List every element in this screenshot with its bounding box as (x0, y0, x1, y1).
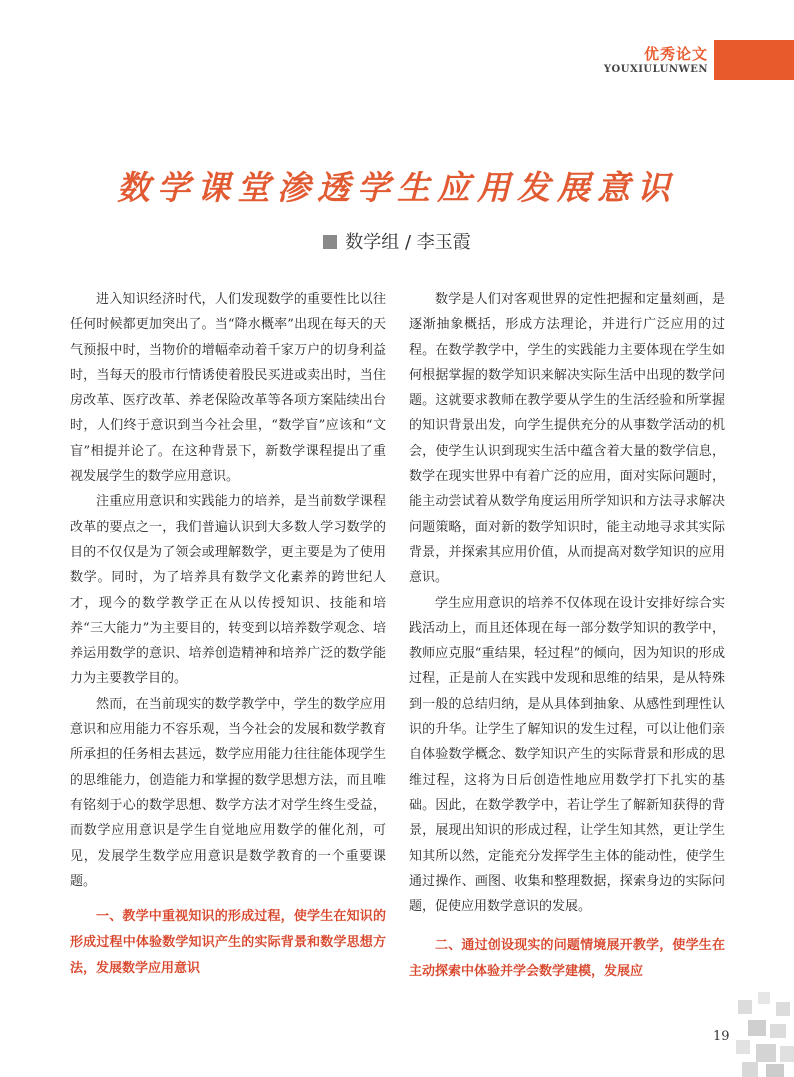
decorative-block (738, 1000, 752, 1014)
byline (0, 228, 794, 254)
decorative-block (780, 1046, 794, 1062)
paragraph: 进入知识经济时代，人们发现数学的重要性比以往任何时候都更加突出了。当“降水概率”出现在每天的天气预报中时，当物价的增幅牵动着千家万户的切身利益时，当每天的股市行情诱使着股民买进或卖出时，当住房改革、医疗改革、养老保险改革等各项方案陆续出台时，人们终于意识到当今社会里，“数学盲”应该和“文盲”相提并论了。在这种背景下，新数学课程提出了重视发展学生的数学应用意识。 (70, 292, 386, 485)
decorative-block (748, 1020, 766, 1036)
section-title-cn: 优秀论文 (643, 45, 708, 63)
decorative-block (742, 1062, 758, 1077)
page-number: 19 (713, 1029, 730, 1044)
section-heading-1: 一、教学中重视知识的形成过程，使学生在知识的形成过程中体验数学知识产生的实际背景和数学思想方法，发展数学应用意识 (70, 909, 386, 977)
paragraph: 学生应用意识的培养不仅体现在设计安排好综合实践活动上，而且还体现在每一部分数学知识的教学中，教师应克服“重结果，轻过程”的倾向，因为知识的形成过程，正是前人在实践中发现和思维的结果，是从特殊到一般的总结归纳，是从具体到抽象、从感性到理性认识的升华。让学生了解知识的发生过程，可以让他们亲自体验数学概念、数学知识产生的实际背景和形成的思维过程，这将为日后创造性地应用数学打下扎实的基础。因此，在数学教学中，若让学生了解新知获得的背景，展现出知识的形成过程，让学生知其然，更让学生知其所以然，定能充分发挥学生主体的能动性，使学生通过操作、画图、收集和整理数据，探索身边的实际问题，促使应用数学意识的发展。 (409, 595, 725, 915)
header-accent-bar (714, 40, 794, 80)
decorative-block (758, 992, 770, 1004)
paragraph: 注重应用意识和实践能力的培养，是当前数学课程改革的要点之一，我们普遍认识到大多数人学习数学的目的不仅仅是为了领会或理解数学，更主要是为了使用数学。同时，为了培养具有数学文化素养的跨世纪人才，现今的数学教学正在从以传授知识、技能和培养“三大能力”为主要目的，转变到以培养数学观念、培养运用数学的意识、培养创造精神和培养广泛的数学能力为主要教学目的。 (70, 494, 386, 687)
decorative-block (776, 1002, 790, 1016)
right-column (409, 287, 725, 985)
square-bullet-icon (323, 235, 337, 249)
decorative-block (770, 1024, 786, 1038)
paragraph: 数学是人们对客观世界的定性把握和定量刻画，是逐渐抽象概括，形成方法理论，并进行广泛应用的过程。在数学教学中，学生的实践能力主要体现在学生如何根据掌握的数学知识来解决实际生活中出现的数学问题。这就要求教师在教学要从学生的生活经验和所掌握的知识背景出发，向学生提供充分的从事数学活动的机会，使学生认识到现实生活中蕴含着大量的数学信息，数学在现实世界中有着广泛的应用，面对实际问题时，能主动尝试着从数学角度运用所学知识和方法寻求解决问题策略，面对新的数学知识时，能主动地寻求其实际背景，并探索其应用价值，从而提高对数学知识的应用意识。 (409, 292, 725, 586)
decorative-block (766, 1064, 784, 1077)
section-heading-2: 二、通过创设现实的问题情境展开教学，使学生在主动探索中体验并学会数学建模，发展应 (409, 938, 725, 980)
left-column (70, 287, 386, 982)
decorative-block (756, 1044, 776, 1062)
section-title-en: YOUXIULUNWEN (603, 64, 708, 75)
paragraph: 然而，在当前现实的数学教学中，学生的数学应用意识和应用能力不容乐观，当今社会的发展和数学教育所承担的任务相去甚远，数学应用能力往往能体现学生的思维能力，创造能力和掌握的数学思想方法，而且唯有铭刻于心的数学思想、数学方法才对学生终生受益，而数学应用意识是学生自觉地应用数学的催化剂，可见，发展学生数学应用意识是数学教育的一个重要课题。 (70, 696, 386, 889)
article-title: 数学课堂渗透学生应用发展意识 (117, 168, 677, 207)
byline-text: 数学组 / 李玉霞 (345, 232, 471, 253)
decorative-block (736, 1040, 750, 1054)
